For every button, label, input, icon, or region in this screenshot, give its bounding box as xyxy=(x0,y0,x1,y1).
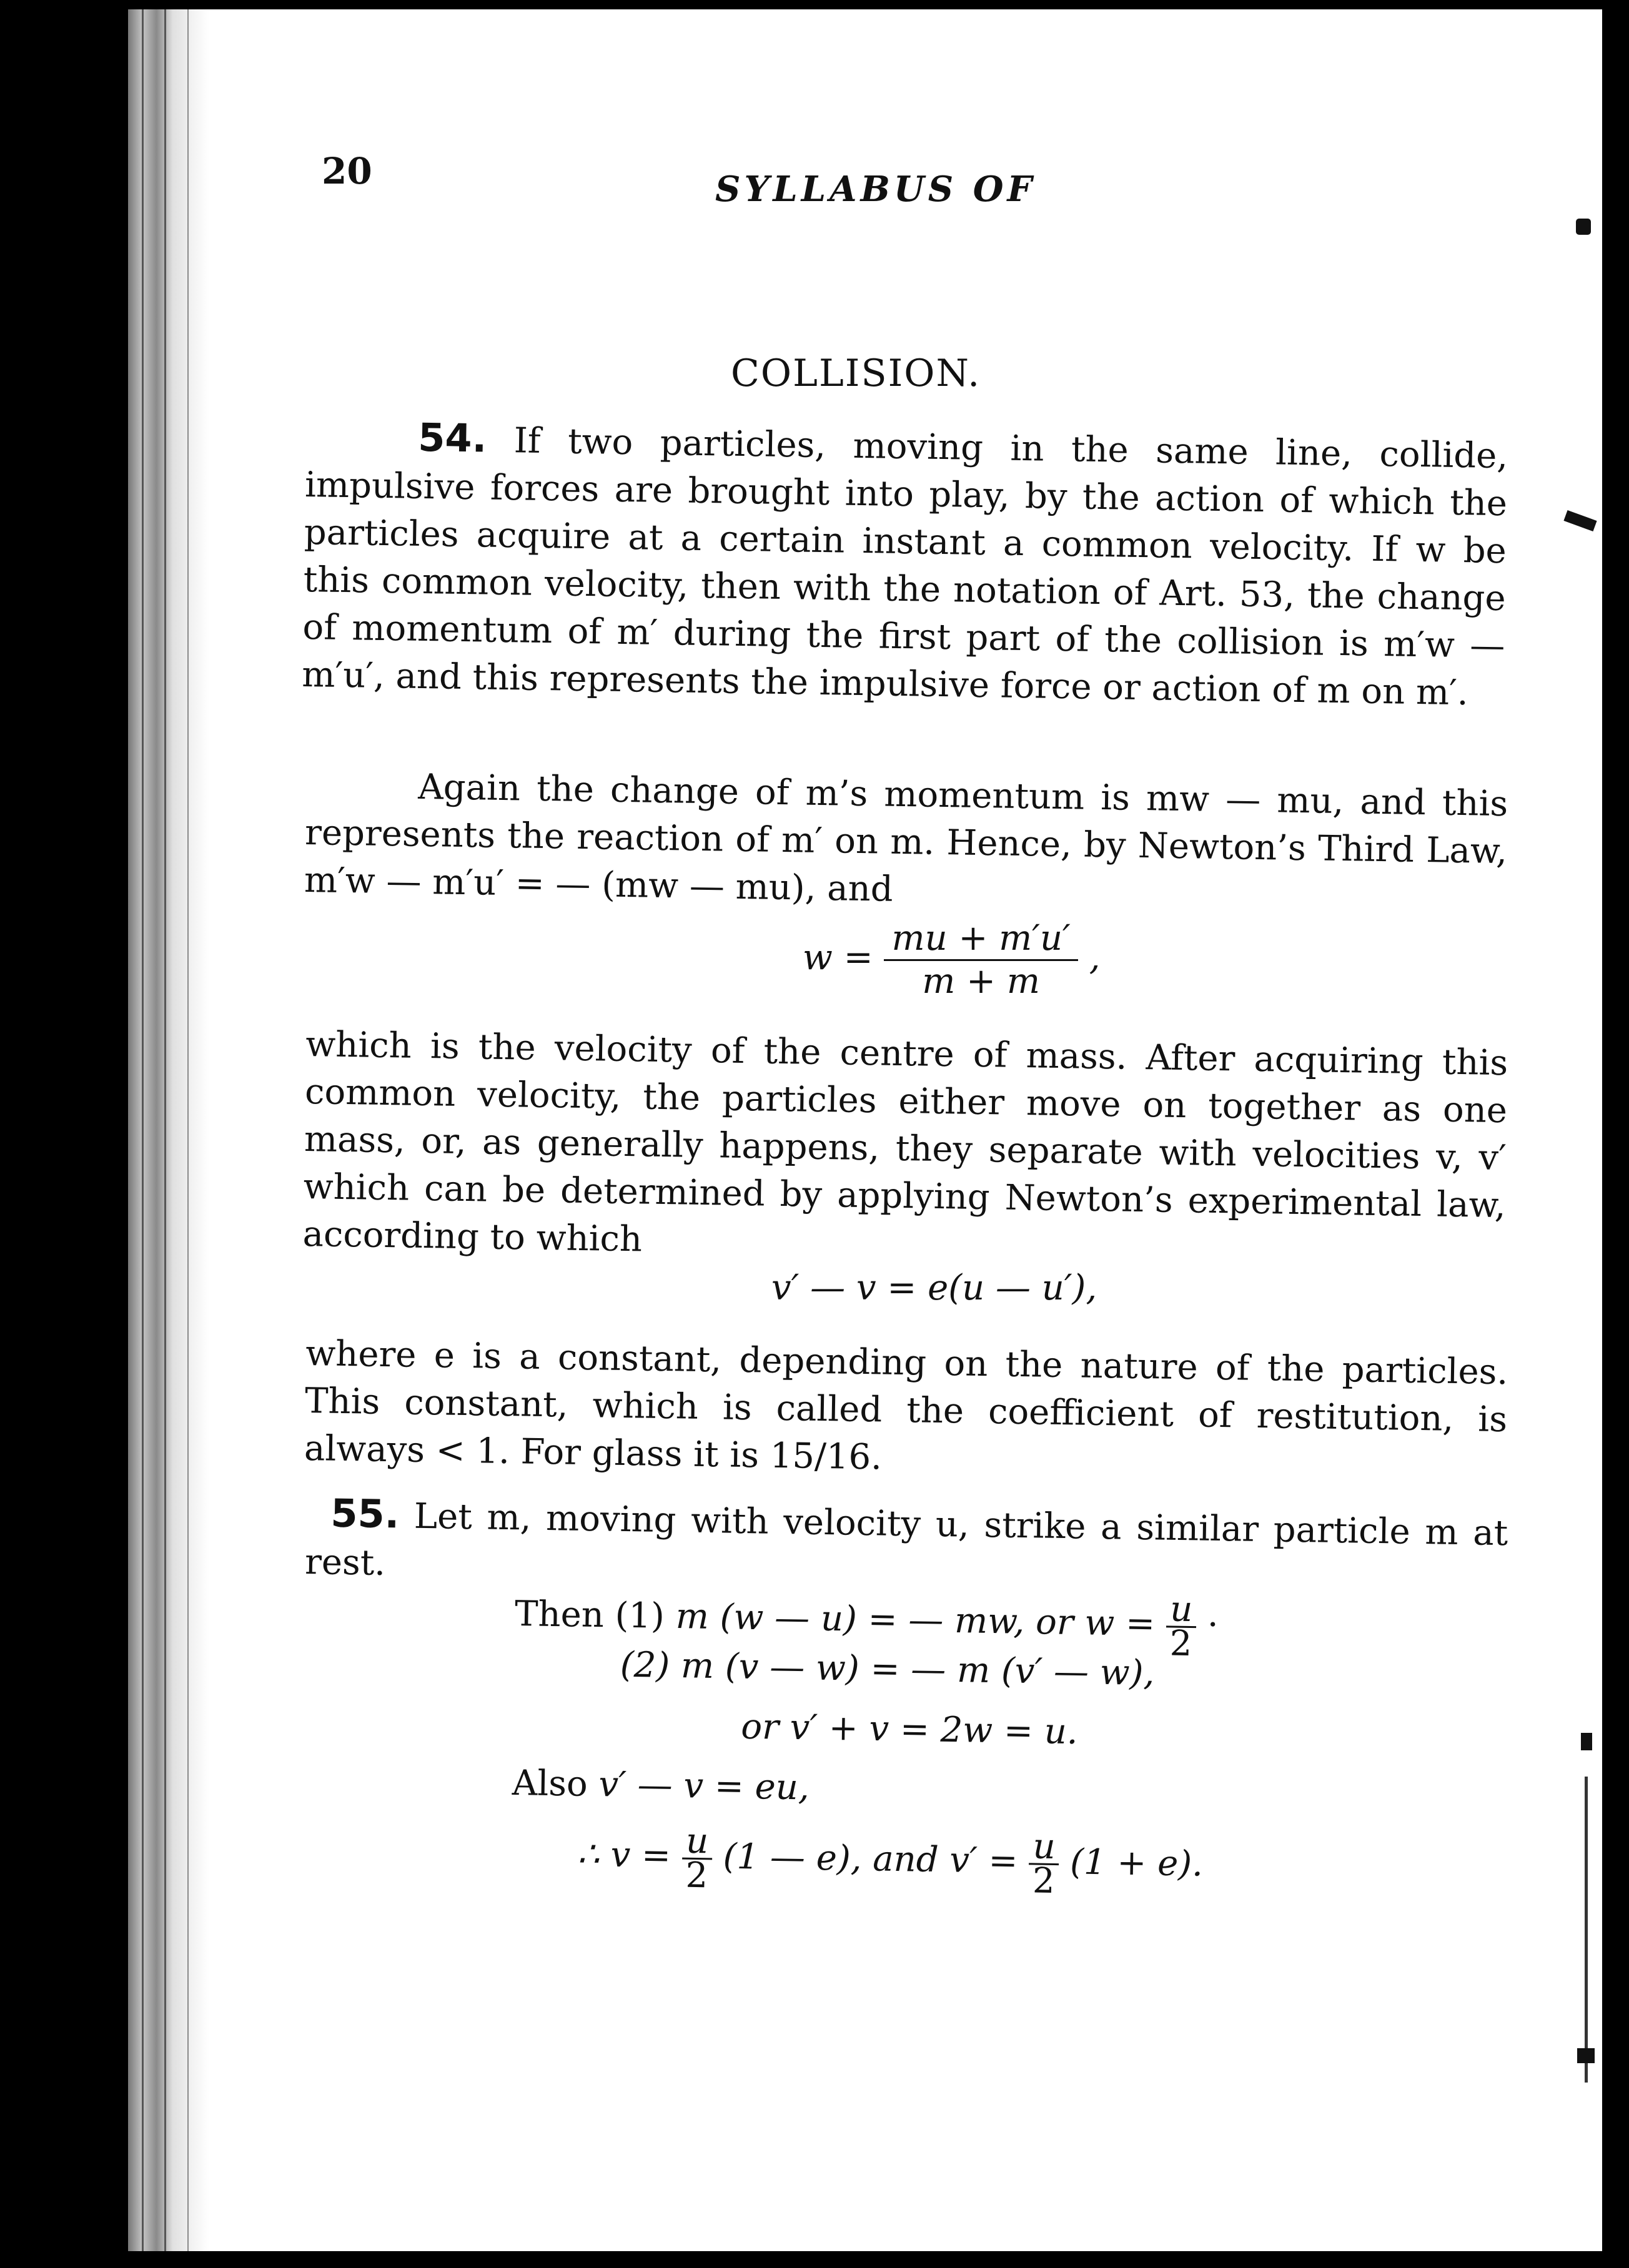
margin-ink-mark xyxy=(1581,1733,1592,1750)
page-number: 20 xyxy=(322,150,372,192)
section-title: COLLISION. xyxy=(731,352,981,395)
fraction-numerator: u xyxy=(682,1825,713,1860)
step-row xyxy=(513,1643,1218,1714)
fraction-denominator: m + m xyxy=(922,961,1040,1002)
page-header xyxy=(128,9,1602,259)
result-end: (1 + e). xyxy=(1069,1842,1204,1885)
paragraph-body: where e is a constant, depending on the nature of the particles. This constant, which is called the coefficient of restitution, is always < 1. For glass it is 15/16. xyxy=(304,1333,1508,1478)
step-expression: (2) m (v — w) = — m (v′ — w), xyxy=(620,1644,1155,1694)
fraction-numerator: u xyxy=(1029,1830,1059,1865)
step-label: Then (1) xyxy=(514,1593,665,1637)
equation-fraction xyxy=(884,918,1077,1002)
result-fraction xyxy=(681,1820,713,1896)
fraction-numerator: mu + m′u′ xyxy=(884,918,1077,961)
step-expression: v′ — v = eu, xyxy=(598,1764,810,1808)
step-fraction xyxy=(1166,1589,1197,1665)
paragraph-coefficient xyxy=(304,1330,1508,1491)
fraction-denominator: 2 xyxy=(685,1855,708,1896)
worked-steps xyxy=(512,1583,1219,1834)
result-start: ∴ v = xyxy=(577,1833,671,1876)
result-fraction xyxy=(1028,1826,1059,1902)
result-middle: (1 — e), and v′ = xyxy=(723,1836,1018,1882)
article-number: 54. xyxy=(417,414,487,461)
equation-lhs: w = xyxy=(803,937,873,978)
fraction-numerator: u xyxy=(1166,1593,1197,1628)
paragraph-body: Again the change of m’s momentum is mw — mu, and this represents the reaction of m′ on m. Hence, by Newton’s Third Law, m′w — m′u′ = — (mw — mu), and xyxy=(304,766,1508,910)
binding-line xyxy=(187,9,189,2251)
fraction-denominator: 2 xyxy=(1169,1623,1192,1665)
step-trail: · xyxy=(1207,1604,1219,1645)
final-result xyxy=(577,1820,1204,1902)
fraction-denominator: 2 xyxy=(1032,1860,1056,1902)
equation-restitution: v′ — v = e(u — u′), xyxy=(771,1268,1097,1308)
binding-line xyxy=(142,9,144,2251)
running-head: SYLLABUS OF xyxy=(715,169,1036,210)
article-body: Let m, moving with velocity u, strike a similar particle m at rest. xyxy=(304,1496,1508,1584)
step-row xyxy=(512,1763,1216,1834)
binding-line xyxy=(164,9,166,2251)
page-binding-edge xyxy=(128,9,209,2251)
step-expression: m (w — u) = — mw, or w = xyxy=(675,1596,1156,1645)
margin-rule xyxy=(1585,1777,1588,2083)
equation-common-velocity xyxy=(803,918,1100,1002)
article-body: If two particles, moving in the same line, collide, impulsive forces are brought into play, by the action of which the particles acquire at a certain instant a common velocity. If w be this common velocity, then with the notation of Art. 53, the change of momentum of m′ during the first part of the collision is m′w — m′u′, and this represents the impulsive force or action of m on m′. xyxy=(301,420,1508,714)
paragraph-reaction xyxy=(304,762,1508,923)
article-55-paragraph xyxy=(305,1489,1508,1605)
step-row xyxy=(512,1703,1217,1774)
margin-ink-mark xyxy=(1577,2048,1595,2063)
article-number: 55. xyxy=(330,1490,400,1537)
step-row xyxy=(514,1583,1219,1665)
step-label: Also xyxy=(512,1762,588,1805)
margin-arrow-mark xyxy=(1563,510,1597,531)
paragraph-body: which is the velocity of the centre of mass. After acquiring this common velocity, the particles either move on together as one mass, or, as generally happens, they separate with velocities v, v′ which can be determined by applying Newton’s experimental law, according to which xyxy=(302,1023,1508,1260)
article-54-paragraph xyxy=(302,412,1508,717)
equation-trail: , xyxy=(1089,937,1101,978)
paragraph-centre-of-mass xyxy=(302,1021,1508,1277)
book-page xyxy=(128,9,1602,2251)
step-expression: or v′ + v = 2w = u. xyxy=(740,1706,1079,1753)
